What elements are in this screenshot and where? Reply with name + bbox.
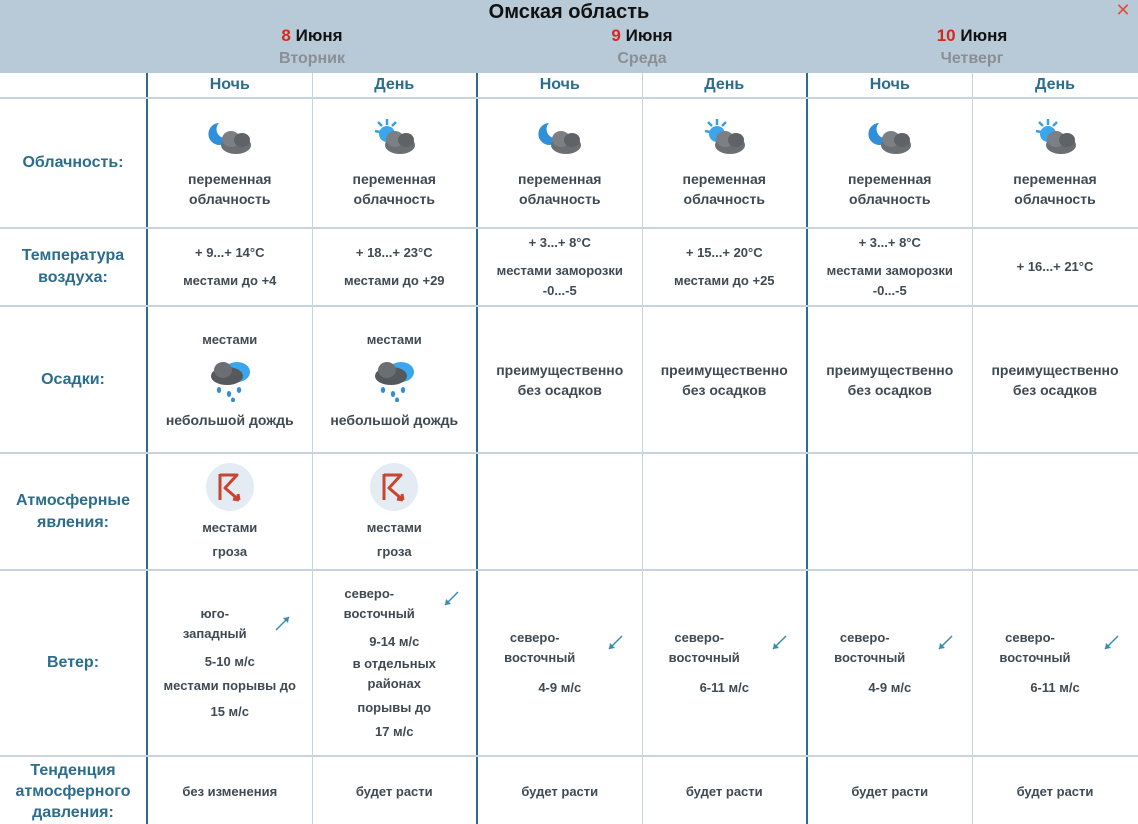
pressure-text: будет расти bbox=[851, 783, 929, 799]
precip-top: местами bbox=[366, 331, 422, 347]
temp-range: + 18...+ 23°C bbox=[355, 245, 433, 260]
atm-cell bbox=[972, 453, 1138, 570]
precip-text: без осадков bbox=[517, 381, 602, 398]
pressure-text: будет расти bbox=[685, 783, 763, 799]
wind-direction: северо- bbox=[344, 586, 395, 601]
atm-text: местами bbox=[202, 519, 258, 535]
wind-speed: 4-9 м/с bbox=[538, 680, 582, 695]
cloud-text: переменная bbox=[188, 171, 272, 187]
atm-text: гроза bbox=[212, 543, 248, 559]
day-weekday: Среда bbox=[617, 50, 667, 67]
moon-cloud-icon bbox=[863, 117, 917, 161]
temp-range: + 3...+ 8°C bbox=[528, 235, 591, 250]
precip-text: преимущественно bbox=[660, 361, 788, 378]
arrow-southwest-icon bbox=[1102, 634, 1120, 652]
wind-direction: восточный bbox=[834, 650, 906, 665]
pressure-cell bbox=[807, 756, 972, 824]
cloud-cell bbox=[477, 98, 642, 228]
precip-text: без осадков bbox=[1012, 381, 1098, 398]
moon-cloud-icon bbox=[203, 117, 257, 161]
day-month: Июня bbox=[295, 26, 343, 45]
precip-cell bbox=[312, 306, 477, 453]
forecast-table bbox=[0, 73, 1138, 824]
thunderstorm-icon bbox=[369, 462, 419, 512]
pressure-text: будет расти bbox=[521, 783, 599, 799]
cloud-text: облачность bbox=[849, 191, 931, 207]
day-number: 10 bbox=[936, 26, 956, 45]
sun-cloud-icon bbox=[697, 117, 751, 161]
row-label-line: воздуха: bbox=[38, 269, 108, 286]
precip-cell bbox=[477, 306, 642, 453]
day-header-2 bbox=[477, 26, 807, 70]
wind-speed: 4-9 м/с bbox=[868, 680, 912, 695]
cloud-text: переменная bbox=[848, 171, 932, 187]
period-header: День bbox=[312, 73, 477, 98]
arrow-southwest-icon bbox=[442, 590, 460, 608]
temp-note: местами заморозки bbox=[826, 263, 953, 278]
wind-note: 17 м/с bbox=[374, 724, 414, 739]
row-label-cloud: Облачность: bbox=[0, 98, 147, 228]
cloud-text: облачность bbox=[189, 191, 271, 207]
wind-row bbox=[0, 570, 1138, 756]
temp-note: местами до +25 bbox=[673, 273, 775, 288]
wind-direction: северо- bbox=[839, 630, 890, 645]
atm-cell bbox=[312, 453, 477, 570]
pressure-row bbox=[0, 756, 1138, 824]
pressure-cell bbox=[477, 756, 642, 824]
cloud-text: облачность bbox=[1014, 191, 1096, 207]
moon-cloud-icon bbox=[533, 117, 587, 161]
precip-cell bbox=[972, 306, 1138, 453]
row-label-line: Тенденция bbox=[30, 762, 116, 779]
atm-text: местами bbox=[366, 519, 422, 535]
row-label-atm bbox=[0, 453, 147, 570]
cloud-row bbox=[0, 98, 1138, 228]
wind-note: районах bbox=[367, 676, 421, 691]
day-header-3 bbox=[807, 26, 1137, 70]
wind-speed: 6-11 м/с bbox=[1030, 680, 1080, 695]
precip-cell bbox=[642, 306, 807, 453]
day-header-1 bbox=[147, 26, 477, 70]
atm-cell bbox=[147, 453, 312, 570]
precip-text: преимущественно bbox=[991, 361, 1119, 378]
row-label-line: явления: bbox=[37, 513, 109, 531]
pressure-cell bbox=[642, 756, 807, 824]
period-header: День bbox=[972, 73, 1138, 98]
precip-text: небольшой дождь bbox=[165, 411, 294, 428]
period-header: Ночь bbox=[807, 73, 972, 98]
wind-cell bbox=[972, 570, 1138, 756]
period-row bbox=[0, 73, 1138, 98]
atm-cell bbox=[807, 453, 972, 570]
pressure-cell bbox=[312, 756, 477, 824]
wind-direction: западный bbox=[182, 626, 247, 641]
cloud-text: переменная bbox=[518, 171, 602, 187]
period-header: Ночь bbox=[147, 73, 312, 98]
sun-cloud-icon bbox=[367, 117, 421, 161]
precip-text: преимущественно bbox=[826, 361, 954, 378]
wind-direction: восточный bbox=[999, 650, 1071, 665]
wind-direction: юго- bbox=[200, 606, 230, 621]
pressure-cell bbox=[147, 756, 312, 824]
atm-row bbox=[0, 453, 1138, 570]
precip-cell bbox=[147, 306, 312, 453]
wind-direction: северо- bbox=[674, 630, 725, 645]
temp-row bbox=[0, 228, 1138, 306]
row-label-wind: Ветер: bbox=[0, 570, 147, 756]
row-label-pressure bbox=[0, 756, 147, 824]
day-number: 9 bbox=[611, 26, 621, 45]
cloud-cell bbox=[807, 98, 972, 228]
temp-cell bbox=[477, 228, 642, 306]
wind-note: 15 м/с bbox=[210, 704, 250, 719]
precip-text: небольшой дождь bbox=[330, 411, 459, 428]
atm-cell bbox=[642, 453, 807, 570]
wind-note: местами порывы до bbox=[163, 678, 296, 693]
temp-range: + 15...+ 20°C bbox=[685, 245, 763, 260]
temp-cell bbox=[972, 228, 1138, 306]
temp-range: + 9...+ 14°C bbox=[194, 245, 265, 260]
precip-top: местами bbox=[202, 331, 258, 347]
rain-cloud-icon bbox=[203, 354, 257, 402]
region-title: Омская область bbox=[488, 1, 650, 23]
temp-note: местами до +4 bbox=[183, 273, 277, 288]
pressure-text: будет расти bbox=[1016, 783, 1094, 799]
cloud-text: переменная bbox=[352, 171, 436, 187]
day-month: Июня bbox=[625, 26, 673, 45]
row-label-line: Температура bbox=[21, 247, 125, 264]
day-number: 8 bbox=[281, 26, 291, 45]
cloud-cell bbox=[642, 98, 807, 228]
day-weekday: Четверг bbox=[940, 50, 1004, 67]
temp-note: -0...-5 bbox=[872, 283, 907, 298]
cloud-text: облачность bbox=[519, 191, 601, 207]
period-corner bbox=[0, 73, 147, 98]
wind-direction: восточный bbox=[343, 606, 415, 621]
forecast-header bbox=[0, 0, 1138, 73]
temp-note: местами заморозки bbox=[496, 263, 623, 278]
temp-cell bbox=[642, 228, 807, 306]
period-header: День bbox=[642, 73, 807, 98]
cloud-text: переменная bbox=[682, 171, 766, 187]
temp-note: -0...-5 bbox=[542, 283, 577, 298]
row-label-line: Атмосферные bbox=[16, 491, 130, 509]
wind-note: порывы до bbox=[357, 700, 432, 715]
cloud-cell bbox=[312, 98, 477, 228]
pressure-text: без изменения bbox=[182, 783, 278, 799]
cloud-cell bbox=[972, 98, 1138, 228]
row-label-precip: Осадки: bbox=[0, 306, 147, 453]
wind-direction: восточный bbox=[504, 650, 576, 665]
cloud-text: облачность bbox=[353, 191, 435, 207]
wind-speed: 6-11 м/с bbox=[699, 680, 749, 695]
sun-cloud-icon bbox=[1028, 117, 1082, 161]
temp-cell bbox=[807, 228, 972, 306]
close-icon[interactable]: ✕ bbox=[1115, 0, 1131, 20]
pressure-text: будет расти bbox=[355, 783, 433, 799]
wind-direction: северо- bbox=[509, 630, 560, 645]
cloud-cell bbox=[147, 98, 312, 228]
wind-direction: восточный bbox=[668, 650, 740, 665]
temp-range: + 16...+ 21°C bbox=[1016, 259, 1094, 274]
wind-speed: 5-10 м/с bbox=[204, 654, 255, 669]
row-label-line: давления: bbox=[32, 804, 114, 821]
precip-text: преимущественно bbox=[496, 361, 624, 378]
precip-cell bbox=[807, 306, 972, 453]
wind-speed: 9-14 м/с bbox=[369, 634, 420, 649]
cloud-text: облачность bbox=[683, 191, 765, 207]
period-header: Ночь bbox=[477, 73, 642, 98]
wind-note: в отдельных bbox=[352, 656, 436, 671]
precip-text: без осадков bbox=[682, 381, 767, 398]
row-label-line: атмосферного bbox=[15, 783, 131, 800]
atm-text: гроза bbox=[376, 543, 412, 559]
thunderstorm-icon bbox=[205, 462, 255, 512]
row-label-temp bbox=[0, 228, 147, 306]
day-month: Июня bbox=[960, 26, 1008, 45]
temp-cell bbox=[147, 228, 312, 306]
wind-direction: северо- bbox=[1005, 630, 1055, 645]
atm-cell bbox=[477, 453, 642, 570]
precip-text: без осадков bbox=[847, 381, 932, 398]
temp-note: местами до +29 bbox=[343, 273, 445, 288]
day-weekday: Вторник bbox=[278, 50, 346, 67]
precip-row bbox=[0, 306, 1138, 453]
pressure-cell bbox=[972, 756, 1138, 824]
temp-range: + 3...+ 8°C bbox=[858, 235, 921, 250]
temp-cell bbox=[312, 228, 477, 306]
cloud-text: переменная bbox=[1013, 171, 1097, 187]
rain-cloud-icon bbox=[367, 354, 421, 402]
